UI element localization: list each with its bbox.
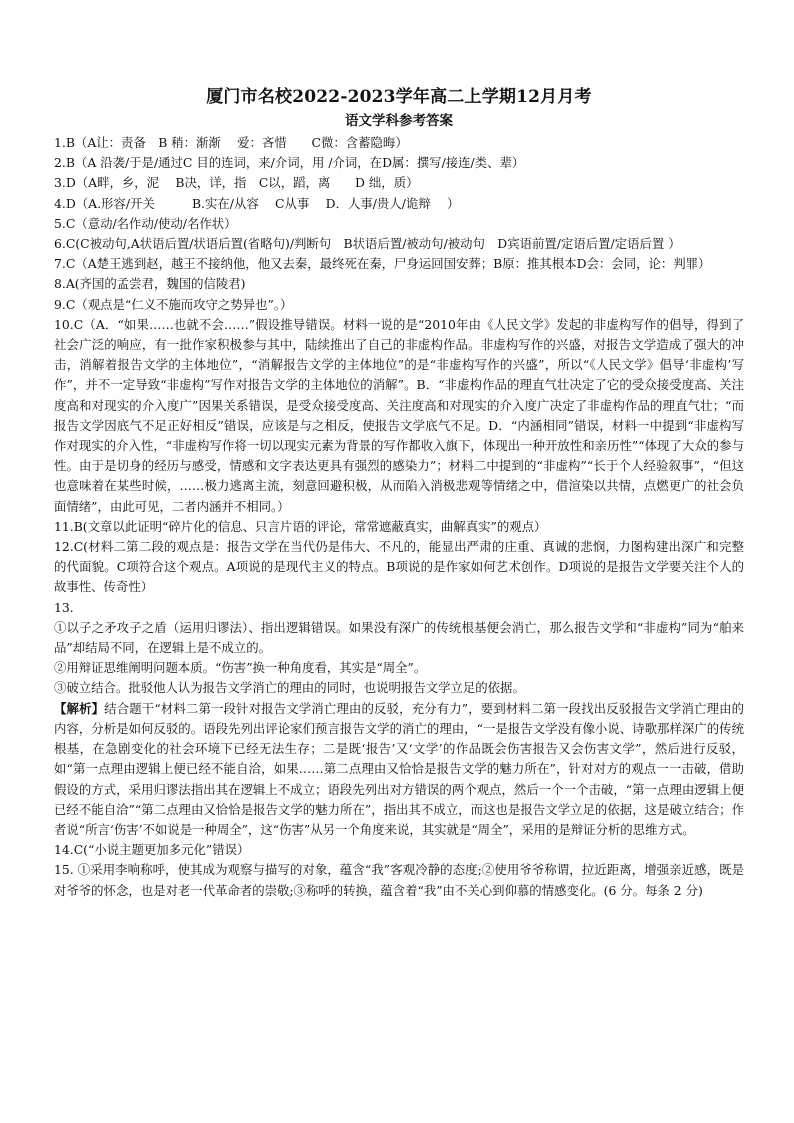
answer-13-heading: 13. [54, 599, 74, 615]
analysis-tag: 【解析】 [54, 700, 105, 716]
answer-9: 9.C（观点是“仁义不施而攻守之势异也”。） [54, 296, 293, 312]
answer-15: 15. ①采用李响称呼，使其成为观察与描写的对象，蕴含“我”客观冷静的态度;②使用爷爷称谓，拉近距离，增强亲近感，既是对爷爷的怀念，也是对老一代革命者的崇敬;③称呼的转换，蕴含着“我”由不关心到仰慕的情感变化。(6 分。每条 2 分) [54, 862, 744, 898]
answer-1: 1.B（A让：责备 B 稍：渐渐 爱：吝惜 C微：含蓄隐晦） [54, 135, 408, 150]
answer-7: 7.C（A楚王逃到赵，越王不接纳他，他又去秦，最终死在秦，尸身运回国安葬；B原：推其根本D会：会同，论：判罪） [54, 256, 711, 272]
answer-8: 8.A(齐国的孟尝君，魏国的信陵君) [54, 276, 246, 292]
answer-13-point-1: ①以子之矛攻子之盾（运用归谬法）、指出逻辑错误。如果没有深广的传统根基便会消亡，那么报告文学和“非虚构”同为“舶来品”却结局不同，在逻辑上是不成立的。 [54, 619, 744, 656]
answer-10: 10.C（A．“如果……也就不会……”假设推导错误。材料一说的是“2010年由《人民文学》发起的非虚构写作的倡导，得到了社会广泛的响应，有一批作家积极参与其中，陆续推出了自己的非虚构作品。非虚构写作的兴盛，对报告文学造成了强大的冲击，消解着报告文学的主体地位”，“消解报告文学的主体地位”的是“非虚构写作的兴盛”，所以“《人民文学》倡导‘非虚构’写作”，并不一定导致“非虚构”写作对报告文学的主体地位的消解”。B．“非虚构作品的理直气壮决定了它的受众接受度高、关注度高和对现实的介入度广”因果关系错误，是受众接受度高、关注度高和对现实的介入度广决定了非虚构作品的理直气壮；“而报告文学因底气不足正好相反”错误，应该是与之相反，使报告文学底气不足。D．“内涵相同”错误，材料一中提到“非虚构写作对现实的介入性，“非虚构写作将一切以现实元素为背景的写作都收入旗下，体现出一种开放性和亲历性”“体现了大众的参与性。由于是切身的经历与感受，情感和文字表达更具有强烈的感染力”；材料二中提到的“非虚构”“长于个人经验叙事”，“但这也意味着在某些时候，……极力逃离主流，刻意回避积极，从而陷入消极悲观等情绪之中，借渲染以共情，点燃更广的社会负面情绪”，由此可见，二者内涵并不相同。） [54, 316, 744, 514]
answer-6: 6.C(C被动句,A状语后置/状语后置(省略句)/判断句 B状语后置/被动句/被动句 D宾语前置/定语后置/定语后置 ） [54, 236, 681, 252]
analysis-text: 结合题干“材料二第一段针对报告文学消亡理由的反驳，充分有力”，要到材料二第一段找出反驳报告文学消亡理由的内容，分析是如何反驳的。语段先列出评论家们预言报告文学的消亡的理由，“一是报告文学没有像小说、诗歌那样深广的传统根基，在急剧变化的社会环境下已经无法生存；二是既‘报告’又‘文学’的作品既会伤害报告又会伤害文学”，然后进行反驳，如“第一点理由逻辑上便已经不能自洽，如果……第二点理由又恰恰是报告文学的魅力所在”，针对对方的观点一一击破，借助假设的方式，采用归谬法指出其在逻辑上不成立；语段先列出对方错误的两个观点，然后一个一个击破，“第一点理由逻辑上便已经不能自洽”“第二点理由又恰恰是报告文学的魅力所在”，指出其不成立，而这也是报告文学立足的依据，这是破立结合；作者说“所言‘伤害’不如说是一种周全”，这“伤害”从另一个角度来说，其实就是“周全”，采用的是辩证分析的思维方式。 [54, 700, 745, 837]
answer-13-point-3: ③破立结合。批驳他人认为报告文学消亡的理由的同时，也说明报告文学立足的依据。 [54, 680, 525, 696]
answer-5: 5.C（意动/名作动/使动/名作状） [54, 215, 237, 231]
answer-3: 3.D（A畔，乡，泥 B决，详，指 C以，蹈，离 D 绌，质） [54, 175, 419, 191]
answer-2: 2.B（A 沿袭/于是/通过C 目的连词，来/介词，用 /介词，在D属：撰写/接连/类、辈） [54, 155, 525, 171]
answer-13-point-2: ②用辩证思维阐明问题本质。“伤害”换一种角度看，其实是“周全”。 [54, 660, 427, 676]
page-title: 厦门市名校2022-2023学年高二上学期12月月考 [206, 87, 592, 107]
answer-14: 14.C(“小说主题更加多元化”错误） [54, 842, 250, 858]
page-subtitle: 语文学科参考答案 [345, 113, 453, 129]
answer-12: 12.C(材料二第二段的观点是：报告文学在当代仍是伟大、不凡的，能显出严肃的庄重、真诚的悲悯，力图构建出深广和完整的代面貌。C项符合这个观点。A项说的是现代主义的特点。B项说的是作家如何艺术创作。D项说的是报告文学要关注个人的故事性、传奇性） [54, 539, 744, 595]
answer-13-analysis [54, 699, 744, 840]
answer-11: 11.B(文章以此证明“碎片化的信息、只言片语的评论，常常遮蔽真实，曲解真实”的观点） [54, 518, 547, 534]
answer-4: 4.D（A.形容/开关 B.实在/从容 C从事 D．人事/贵人/诡辩 ） [54, 195, 460, 211]
